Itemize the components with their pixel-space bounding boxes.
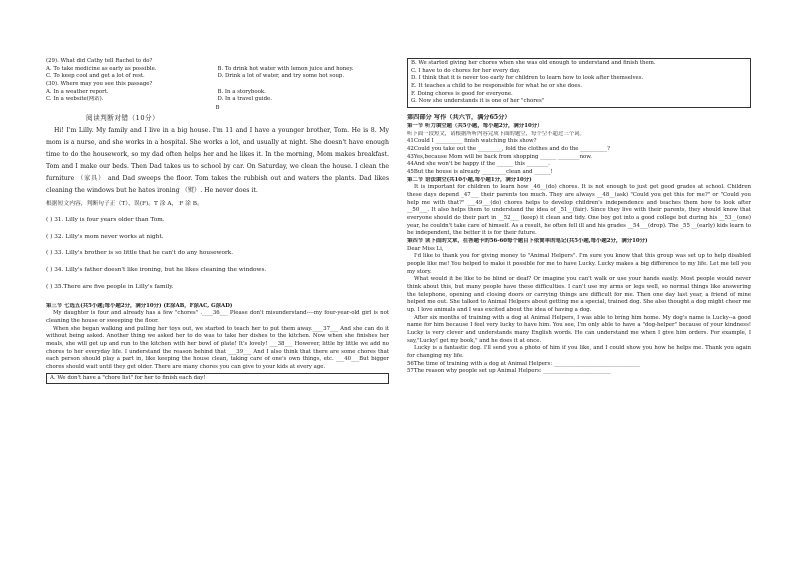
section-3-title: 第三节 七选五(共5小题;每小题2分，满分10分) (E涂AB，F涂AC, G涂AD) <box>46 302 233 309</box>
listening-item-42: 42Could you take out the _________, fold the clothes and do the __________? <box>407 145 611 152</box>
section-3-paragraph-2: When she began walking and pulling her toys out, we started to teach her to put them away.____37___ And she can do it without being asked. Another thing we asked her to do was to take her dishes to the kitchen. Now when she finishes her meals, she will get up and run to the kitchen with her bowl of plate! It's lovely! ___38___ However, little by little we add no chores to her everyday life. I understand the reason behind that ___39___ And I also think that there are some chores that each person should play a part in, like keeping the house clean, taking care of one's own things, etc. ___40___But bigger chores should wait until they get older. There are many chores you can give to your kids at every age. <box>46 325 389 371</box>
option-f: F. Doing chores is good for everyone. <box>411 90 513 97</box>
part-4-title: 第四部分 写作（共六节，满分65分） <box>407 114 511 122</box>
grammar-passage: It is important for children to learn how _46__(do) chores. It is not enough to just get good grades at school. Children these days depend _47___ their parents too much. They are always __48__(ask) "Could you get this for me?" or "Could you help me with that?" ___49___(do) chores helps to develop children's independence and teaches them how to look after __50___. It also helps them to understand the idea of _51__(fair). Since they live with their parents, they should know that everyone should do their part in __52___ (keep) it clean and tidy. One boy got into a good college but during his __53__(one) year, he couldn't take care of himself. As a result, he often fell ill and his grades __54___(drop). The _55 __(early) kids learn to be independent, the better it is for their future. <box>407 184 751 237</box>
q29-option-d: D. Drink a lot of water, and try some hot soup. <box>217 73 345 80</box>
letter-greeting: Dear Miss Li, <box>407 245 444 252</box>
option-d: D. I think that it is never too early for children to learn how to look after themselves. <box>411 75 644 82</box>
section-4-title: 第四节 读下面的文章，在答题卡的56-60每个题目下依简单的笔记(共5小题,每小题2分，满分10分) <box>407 237 648 244</box>
option-c: C. I have to do chores for her every day. <box>411 67 521 74</box>
section-letter: B <box>215 105 220 112</box>
q30-options-row-2 <box>46 96 389 104</box>
section-1-title: 第一节 听力填空题（共5小题，每小题2分，满分10分） <box>407 122 543 129</box>
listening-item-41: 41Could I __________ finish watching this show? <box>407 138 537 145</box>
section-1-instructions: 听下面一段短文，请根据所听内容完成下面的题空，每个空不超过三个词。 <box>407 130 585 137</box>
q29-options-row-2 <box>46 73 389 81</box>
option-a-box: A. We don't have a "chore list" for her to finish each day! <box>46 373 389 385</box>
judge-item-33: ( ) 33. Lilly's brother is so little that he can't do any housework. <box>46 250 234 257</box>
listening-item-45: 45But the house is already _________clean and ______! <box>407 168 553 175</box>
q29-option-c: C. To keep cool and get a lot of rest. <box>46 73 145 80</box>
judge-item-31: ( ) 31. Lilly is four years older than Tom. <box>46 217 165 224</box>
options-box <box>407 58 751 108</box>
listening-item-43: 43Yes,because Mom will be back from shopping ______ ________now. <box>407 153 592 160</box>
judge-item-34: ( ) 34. Lilly's father doesn't like ironing, but he likes cleaning the windows. <box>46 266 267 273</box>
section-2-title: 第二节 语法填空(共10小题,每小题1分，满分10分) <box>407 176 532 183</box>
q29-options-row-1 <box>46 66 389 74</box>
q30-option-c: C. In a website(网站). <box>46 96 104 103</box>
option-b: B. We started giving her chores when she was old enough to understand and finish them. <box>411 60 656 66</box>
q30-option-d: D. In a travel guide. <box>217 96 272 103</box>
question-57: 57The reason why people set up Animal Helpers: _________________________ <box>407 368 611 375</box>
judge-item-35: ( ) 35.There are five people in Lilly's family. <box>46 283 174 290</box>
q29-option-b: B. To drink hot water with lemon juice and honey. <box>217 65 354 72</box>
letter-paragraph-3: After six months of training with a dog at Animal Helpers, I was able to bring him home. My dog's name is Lucky--a good name for him because I feel very lucky to have him. You see, I'm only able to have a "dog-helper" because of your kindness! Lucky is very clever and understands many English words. He can understand me when I give him orders. For example, I say,"Lucky! get my book," and he does it at once. <box>407 314 751 344</box>
section-title: 阅读判断对错（10分） <box>86 113 160 122</box>
q30-option-a: A. In a weather report. <box>46 88 109 95</box>
judge-instructions: 根据短文内容，判断句子正（T）、误(F)。T 涂 A， F 涂 B。 <box>46 200 203 207</box>
letter-paragraph-1: I'd like to thank you for giving money to "Animal Helpers". I'm sure you know that this group was set up to help disabled people like me! You helped to make it possible for me to have Lucky. Lucky makes a big difference to my life. Let me tell you my story. <box>407 253 751 275</box>
letter-paragraph-4: Lucky is a fantastic dog. I'll send you a photo of him if you like, and I could show you how he helps me. Thank you again for changing my life. <box>407 345 751 359</box>
question-30: (30). Where may you see this passage? <box>46 81 153 88</box>
letter-paragraph-2: What would it be like to be blind or deaf? Or imagine you can't walk or use your hands easily. Most people would never think about this, but many people have these difficulties. I can't use my arms or legs well, so normal things like answering the telephone, opening and closing doors or carrying things are difficult for me. Then one day last year, a friend of mine helped me out. She talked to Animal Helpers about getting me a special, trained dog. She also thought a dog might cheer me up. I love animals and I was excited about the idea of having a dog. <box>407 276 751 313</box>
left-column <box>46 58 389 384</box>
q30-options-row-1 <box>46 89 389 97</box>
question-29: (29). What did Cathy tell Rachel to do? <box>46 58 153 64</box>
story-passage: Hi! I'm Lilly. My family and I live in a big house. I'm 11 and I have a younger brother, Tom. He is 8. My mom is a nurse, and she works in a hospital. She works a lot, and usually at night. She doesn't have enough time to do the housework, so my dad often helps her and he likes it. In the morning, Mom makes breakfast. Tom and I make our beds. Then Dad takes us to school by car. On Saturday, we clean the house. I clean the furniture （家具） and Dad sweeps the floor. Tom takes the rubbish out and waters the plants. Dad likes cleaning the windows but he hates ironing （熨）. He never does it. <box>46 127 389 194</box>
right-column <box>407 58 751 376</box>
listening-item-44: 44And she won't be happy if the ______ this ________. <box>407 161 550 168</box>
q30-option-b: B. In a storybook. <box>217 88 266 95</box>
section-3-paragraph-1: My daughter is four and already has a few "chores" .____36___ Please don't misunderstand----my four-year-old girl is not cleaning the house or sweeping the floor. <box>46 310 389 325</box>
judge-item-32: ( ) 32. Lilly's mom never works at night. <box>46 233 164 240</box>
option-g: G. Now she understands it is one of her "chores" <box>411 98 545 105</box>
q29-option-a: A. To take medicine as early as possible. <box>46 65 157 72</box>
option-e: E. It teaches a child to be responsible for what he or she does. <box>411 83 583 90</box>
question-56: 56The time of training with a dog at Animal Helpers: ________________________________ <box>407 360 641 367</box>
